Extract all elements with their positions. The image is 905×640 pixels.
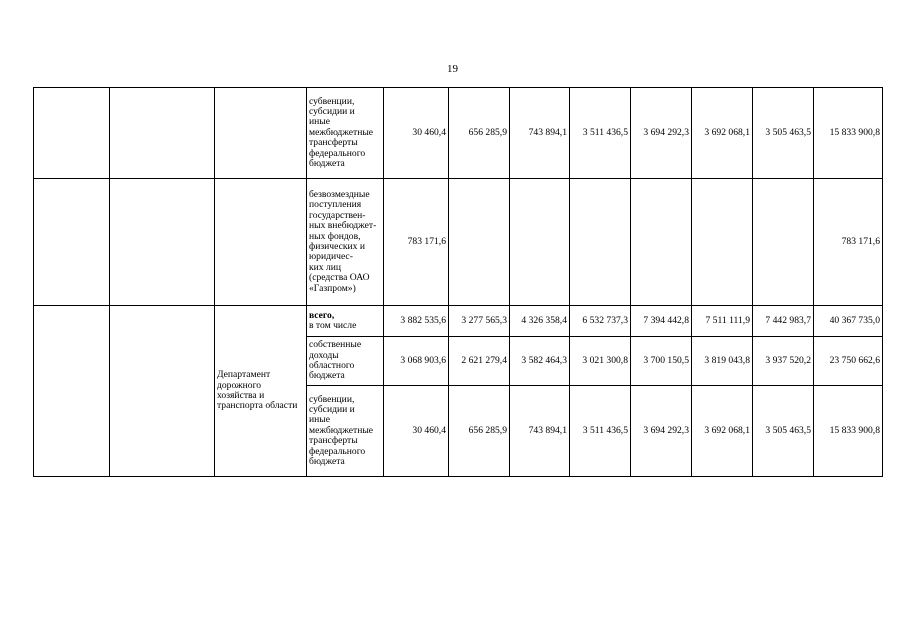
cell-value: 3 694 292,3	[631, 386, 692, 477]
cell-value: 3 694 292,3	[631, 88, 692, 179]
cell-value: 743 894,1	[510, 386, 570, 477]
cell-value: 30 460,4	[384, 386, 449, 477]
cell-value	[753, 179, 814, 306]
cell-program	[110, 306, 215, 477]
page-number: 19	[447, 63, 458, 75]
table-row	[34, 88, 883, 179]
department-cell: Департамент дорожного хозяйства и транспорта области	[215, 306, 307, 477]
cell-value: 783 171,6	[384, 179, 449, 306]
cell-number	[34, 179, 110, 306]
table-row	[34, 306, 883, 337]
cell-funding-source: всего, в том числе	[307, 306, 384, 337]
cell-value	[631, 179, 692, 306]
cell-value: 7 511 111,9	[692, 306, 753, 337]
cell-funding-source: субвенции, субсидии и иные межбюджетные трансферты федерального бюджета	[307, 386, 384, 477]
cell-executor	[215, 88, 307, 179]
cell-value: 656 285,9	[449, 386, 510, 477]
cell-value: 2 621 279,4	[449, 337, 510, 386]
cell-value: 743 894,1	[510, 88, 570, 179]
cell-number	[34, 88, 110, 179]
cell-value: 3 511 436,5	[570, 88, 631, 179]
cell-value: 656 285,9	[449, 88, 510, 179]
cell-funding-source: субвенции, субсидии и иные межбюджетные трансферты федерального бюджета	[307, 88, 384, 179]
cell-program	[110, 88, 215, 179]
cell-value: 3 582 464,3	[510, 337, 570, 386]
cell-value: 3 819 043,8	[692, 337, 753, 386]
cell-value: 23 750 662,6	[814, 337, 883, 386]
cell-value: 3 937 520,2	[753, 337, 814, 386]
cell-value: 6 532 737,3	[570, 306, 631, 337]
cell-funding-source: безвозмездные поступления государствен- ных внебюджет- ных фондов, физических и юридичес- ких лиц (средства ОАО «Газпром»)	[307, 179, 384, 306]
cell-value: 3 068 903,6	[384, 337, 449, 386]
cell-value: 15 833 900,8	[814, 88, 883, 179]
cell-value: 3 021 300,8	[570, 337, 631, 386]
table-row	[34, 179, 883, 306]
cell-value: 30 460,4	[384, 88, 449, 179]
cell-value: 3 505 463,5	[753, 88, 814, 179]
cell-value: 4 326 358,4	[510, 306, 570, 337]
cell-value	[570, 179, 631, 306]
cell-value: 3 277 565,3	[449, 306, 510, 337]
cell-number	[34, 306, 110, 477]
cell-value: 3 692 068,1	[692, 88, 753, 179]
cell-value: 3 511 436,5	[570, 386, 631, 477]
budget-table	[33, 87, 883, 477]
cell-program	[110, 179, 215, 306]
cell-value: 40 367 735,0	[814, 306, 883, 337]
cell-value: 783 171,6	[814, 179, 883, 306]
cell-value: 3 505 463,5	[753, 386, 814, 477]
cell-value: 15 833 900,8	[814, 386, 883, 477]
cell-funding-source: собственные доходы областного бюджета	[307, 337, 384, 386]
cell-value	[510, 179, 570, 306]
cell-value: 3 700 150,5	[631, 337, 692, 386]
cell-value	[692, 179, 753, 306]
cell-value: 7 394 442,8	[631, 306, 692, 337]
cell-value	[449, 179, 510, 306]
cell-value: 7 442 983,7	[753, 306, 814, 337]
cell-value: 3 882 535,6	[384, 306, 449, 337]
cell-executor	[215, 179, 307, 306]
cell-value: 3 692 068,1	[692, 386, 753, 477]
